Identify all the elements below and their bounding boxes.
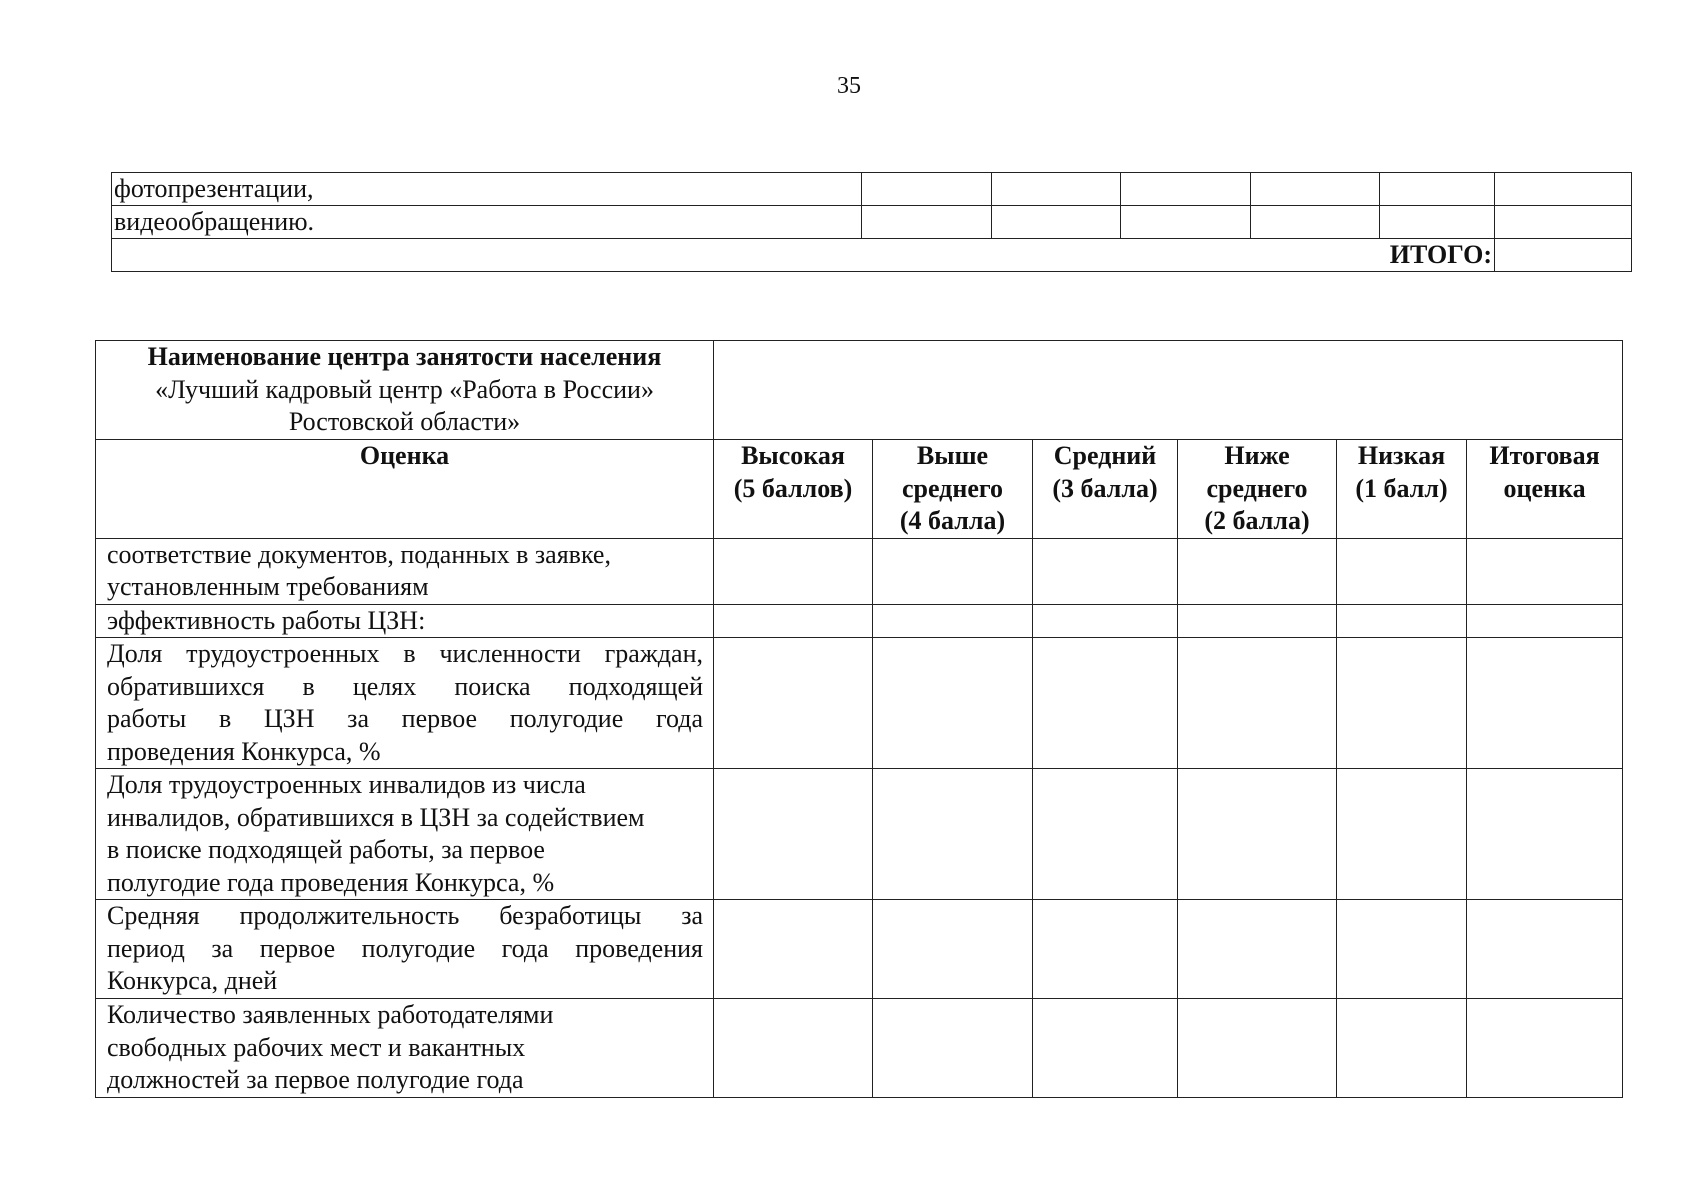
table-row [96,999,1623,1098]
table-row [96,900,1623,999]
score-cell[interactable] [1251,206,1380,239]
total-label: ИТОГО: [112,239,1495,272]
score-cell[interactable] [1467,900,1623,999]
score-cell[interactable] [862,173,992,206]
center-name-title: Наименование центра занятости населения [147,342,662,371]
center-name-row [96,341,1623,440]
evaluation-table [95,340,1623,1098]
score-cell[interactable] [1380,206,1495,239]
score-cell[interactable] [873,900,1033,999]
score-cell[interactable] [1251,173,1380,206]
table-row [96,538,1623,604]
criterion-vacancies-count: Количество заявленных работодателями свободных рабочих мест и вакантных должностей за первое полугодие года [96,999,714,1098]
column-above-average: Выше среднего (4 балла) [873,440,1033,539]
score-cell[interactable] [1495,173,1632,206]
score-cell[interactable] [714,638,873,769]
score-cell[interactable] [714,538,873,604]
score-cell[interactable] [1178,538,1337,604]
criterion-disabled-employment: Доля трудоустроенных инвалидов из числа инвалидов, обратившихся в ЦЗН за содействием в поиске подходящей работы, за первое полугодие года проведения Конкурса, % [96,769,714,900]
score-cell[interactable] [714,604,873,638]
column-below-average: Ниже среднего (2 балла) [1178,440,1337,539]
score-cell[interactable] [1467,999,1623,1098]
score-cell[interactable] [992,206,1121,239]
score-cell[interactable] [1033,999,1178,1098]
score-cell[interactable] [862,206,992,239]
score-cell[interactable] [1033,604,1178,638]
score-cell[interactable] [1337,638,1467,769]
grade-header-row [96,440,1623,539]
score-cell[interactable] [1337,999,1467,1098]
table-row [112,206,1632,239]
score-cell[interactable] [1178,769,1337,900]
center-name-header [96,341,714,440]
table-row [112,173,1632,206]
score-cell[interactable] [714,999,873,1098]
score-cell[interactable] [1337,604,1467,638]
criterion-unemployment-duration: Средняя продолжительность безработицы за период за первое полугодие года проведения Конкурса, дней [96,900,714,999]
score-cell[interactable] [714,900,873,999]
total-value-cell[interactable] [1495,239,1632,272]
score-cell[interactable] [1033,538,1178,604]
column-average: Средний (3 балла) [1033,440,1178,539]
score-cell[interactable] [1337,538,1467,604]
table-row [96,638,1623,769]
score-cell[interactable] [1178,999,1337,1098]
score-cell[interactable] [1467,538,1623,604]
score-cell[interactable] [1121,206,1251,239]
score-cell[interactable] [1380,173,1495,206]
region-name: Ростовской области» [288,407,521,436]
score-cell[interactable] [1178,900,1337,999]
score-cell[interactable] [714,769,873,900]
score-cell[interactable] [1337,900,1467,999]
center-name-input[interactable] [714,341,1623,440]
score-cell[interactable] [1178,604,1337,638]
previous-criteria-table [111,172,1632,272]
criterion-employment-share: Доля трудоустроенных в численности граждан, обратившихся в целях поиска подходящей работы в ЦЗН за первое полугодие года проведения Конкурса, % [96,638,714,769]
score-cell[interactable] [873,638,1033,769]
score-cell[interactable] [873,999,1033,1098]
score-cell[interactable] [873,769,1033,900]
score-cell[interactable] [873,538,1033,604]
score-cell[interactable] [1467,638,1623,769]
criterion-documents-compliance: соответствие документов, поданных в заявке, установленным требованиям [96,538,714,604]
column-final-score: Итоговая оценка [1467,440,1623,539]
score-cell[interactable] [1033,769,1178,900]
grade-label: Оценка [96,440,714,539]
criterion-efficiency: эффективность работы ЦЗН: [96,604,714,638]
total-row [112,239,1632,272]
score-cell[interactable] [1337,769,1467,900]
score-cell[interactable] [1033,638,1178,769]
score-cell[interactable] [1467,604,1623,638]
score-cell[interactable] [1467,769,1623,900]
column-high: Высокая (5 баллов) [714,440,873,539]
competition-name: «Лучший кадровый центр «Работа в России» [155,374,654,404]
table-row [96,604,1623,638]
score-cell[interactable] [1178,638,1337,769]
score-cell[interactable] [992,173,1121,206]
score-cell[interactable] [1121,173,1251,206]
score-cell[interactable] [1495,206,1632,239]
score-cell[interactable] [1033,900,1178,999]
criterion-cell: фотопрезентации, [112,173,862,206]
page-number: 35 [837,73,861,99]
score-cell[interactable] [873,604,1033,638]
criterion-cell: видеообращению. [112,206,862,239]
column-low: Низкая (1 балл) [1337,440,1467,539]
table-row [96,769,1623,900]
